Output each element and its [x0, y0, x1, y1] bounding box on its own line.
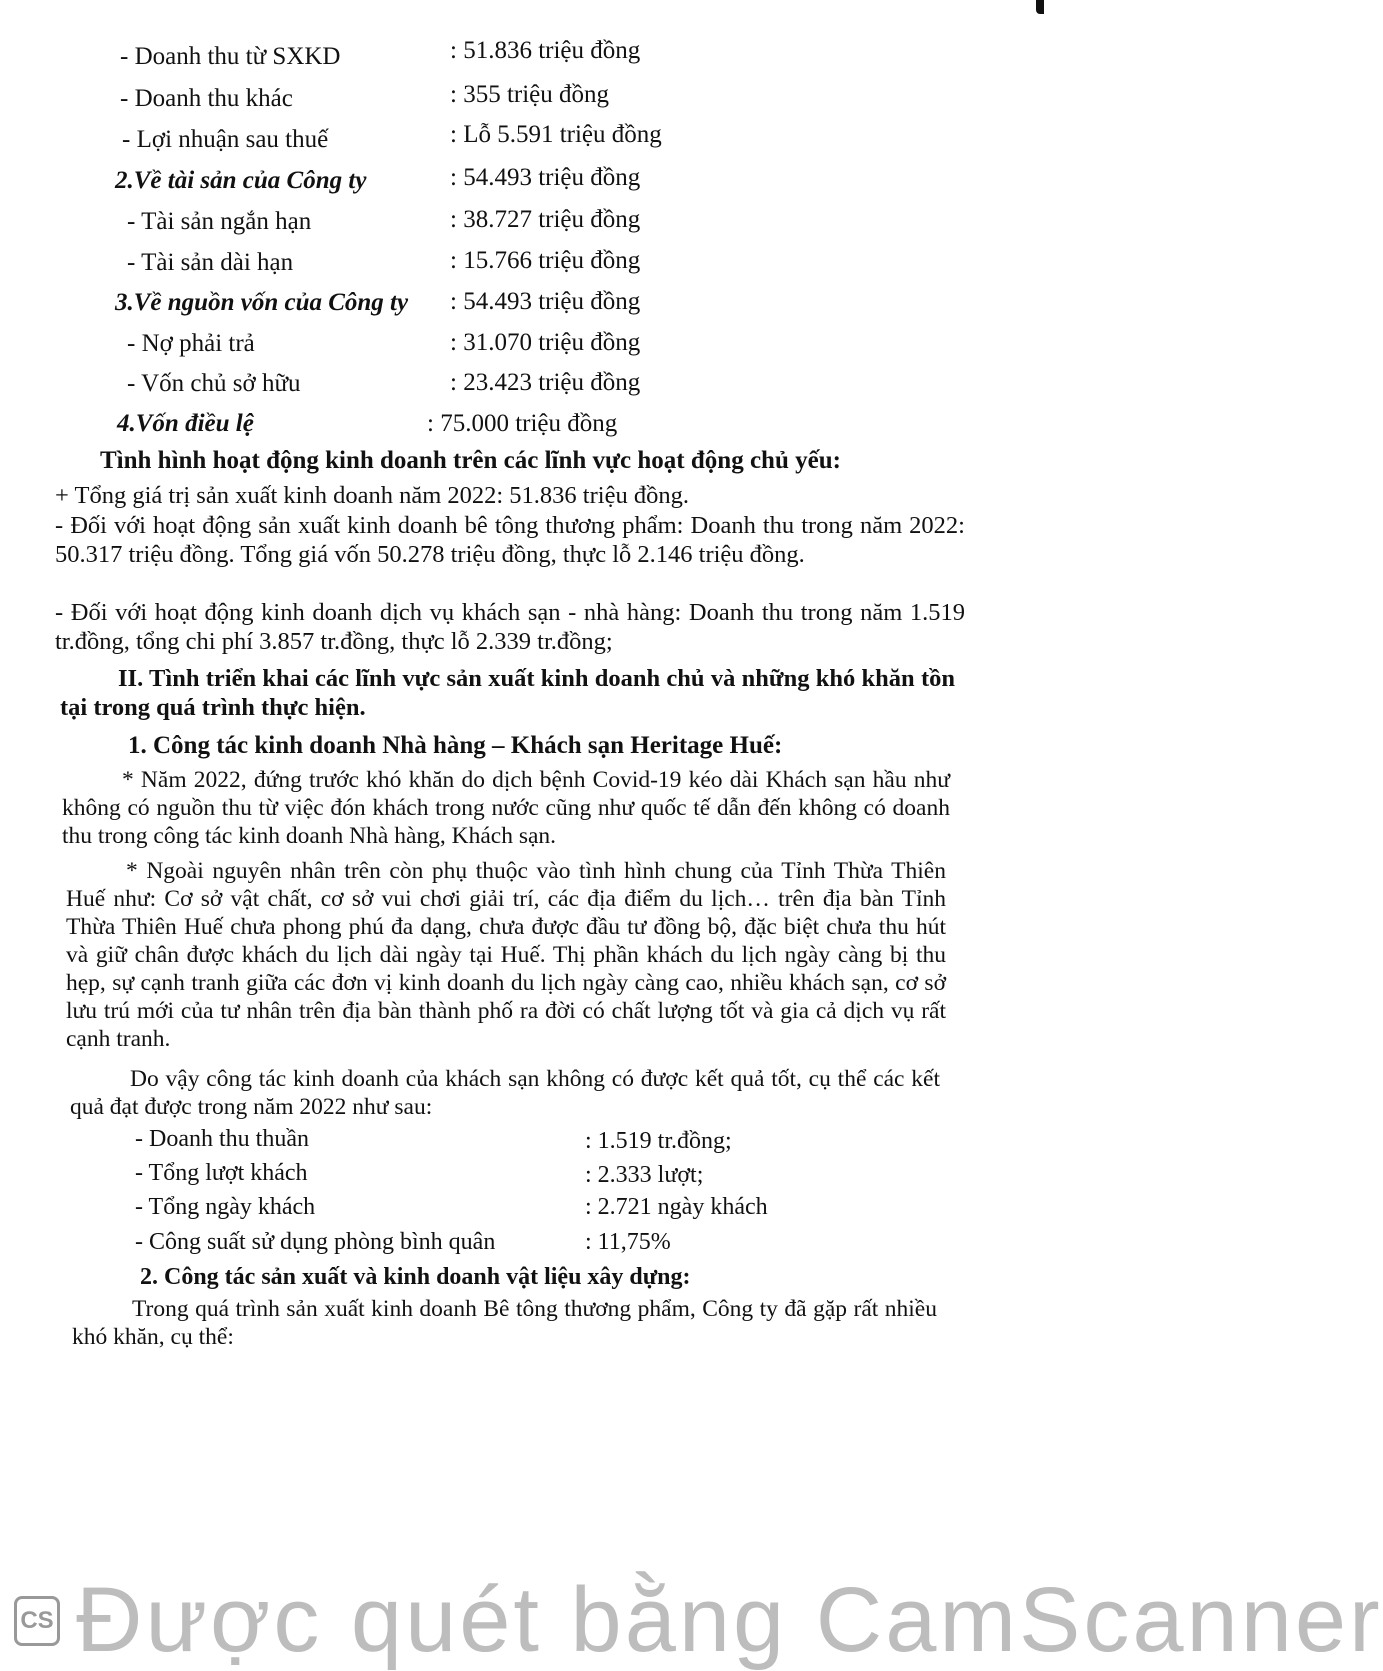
camscanner-logo-icon: CS [14, 1596, 60, 1646]
watermark-text: Được quét bằng CamScanner [76, 1569, 1383, 1671]
summary-label: - Doanh thu từ SXKD [120, 43, 341, 70]
result-value: : 2.721 ngày khách [585, 1194, 768, 1220]
summary-value: : 51.836 triệu đồng [450, 37, 641, 64]
summary-value: : 54.493 triệu đồng [450, 164, 641, 191]
summary-value: : 31.070 triệu đồng [450, 329, 641, 356]
summary-value: : 54.493 triệu đồng [450, 288, 641, 315]
summary-section-label: 4.Vốn điều lệ [117, 410, 254, 437]
materials-paragraph: Trong quá trình sản xuất kinh doanh Bê tông thương phẩm, Công ty đã gặp rất nhiều khó khăn, cụ thể: [72, 1296, 937, 1350]
scan-corner-mark [1036, 0, 1044, 14]
business-heading: Tình hình hoạt động kinh doanh trên các lĩnh vực hoạt động chủ yếu: [100, 447, 841, 474]
result-label: - Doanh thu thuần [135, 1126, 309, 1152]
result-value: : 1.519 tr.đồng; [585, 1128, 732, 1154]
summary-section-label: 3.Về nguồn vốn của Công ty [115, 289, 409, 316]
summary-label: - Vốn chủ sở hữu [127, 370, 301, 397]
summary-value: : 75.000 triệu đồng [427, 410, 618, 437]
section-2-heading: II. Tình triển khai các lĩnh vực sản xuất kinh doanh chủ và những khó khăn tồn tại trong quá trình thực hiện. [60, 665, 955, 721]
business-item: - Đối với hoạt động sản xuất kinh doanh bê tông thương phẩm: Doanh thu trong năm 2022: 50.317 triệu đồng. Tổng giá vốn 50.278 triệu đồng, thực lỗ 2.146 triệu đồng. [55, 512, 965, 568]
hotel-heading: 1. Công tác kinh doanh Nhà hàng – Khách sạn Heritage Huế: [128, 732, 783, 759]
summary-value: : 355 triệu đồng [450, 81, 610, 108]
summary-value: : 15.766 triệu đồng [450, 247, 641, 274]
summary-value: : 38.727 triệu đồng [450, 206, 641, 233]
hotel-paragraph: Do vậy công tác kinh doanh của khách sạn không có được kết quả tốt, cụ thể các kết quả đạt được trong năm 2022 như sau: [70, 1066, 940, 1120]
scanner-watermark [0, 1568, 1383, 1671]
summary-value: : 23.423 triệu đồng [450, 369, 641, 396]
summary-label: - Tài sản ngắn hạn [127, 208, 312, 235]
result-label: - Tổng lượt khách [135, 1160, 308, 1186]
business-item: + Tổng giá trị sản xuất kinh doanh năm 2022: 51.836 triệu đồng. [55, 482, 689, 509]
result-value: : 11,75% [585, 1229, 671, 1255]
business-item: - Đối với hoạt động kinh doanh dịch vụ khách sạn - nhà hàng: Doanh thu trong năm 1.519 tr.đồng, tổng chi phí 3.857 tr.đồng, thực lỗ 2.339 tr.đồng; [55, 599, 965, 655]
materials-heading: 2. Công tác sản xuất và kinh doanh vật liệu xây dựng: [140, 1264, 691, 1290]
hotel-paragraph: * Ngoài nguyên nhân trên còn phụ thuộc vào tình hình chung của Tỉnh Thừa Thiên Huế như: Cơ sở vật chất, cơ sở vui chơi giải trí, các địa điểm du lịch… trên địa bàn Tỉnh Thừa Thiên Huế chưa phong phú đa dạng, chưa được đầu tư đồng bộ, đặc biệt chưa thu hút và giữ chân được khách du lịch dài ngày tại Huế. Thị phần khách du lịch ngày càng bị thu hẹp, sự cạnh tranh giữa các đơn vị kinh doanh du lịch ngày càng cao, nhiều khách sạn, cơ sở lưu trú mới của tư nhân trên địa bàn thành phố ra đời có chất lượng tốt và gia cả dịch vụ rất cạnh tranh. [66, 858, 946, 1052]
result-label: - Công suất sử dụng phòng bình quân [135, 1229, 496, 1255]
result-value: : 2.333 lượt; [585, 1162, 704, 1188]
summary-label: - Nợ phải trả [127, 330, 255, 357]
result-label: - Tổng ngày khách [135, 1194, 316, 1220]
summary-label: - Tài sản dài hạn [127, 249, 294, 276]
summary-value: : Lỗ 5.591 triệu đồng [450, 121, 662, 148]
summary-label: - Lợi nhuận sau thuế [122, 126, 329, 153]
summary-label: - Doanh thu khác [120, 85, 293, 112]
hotel-paragraph: * Năm 2022, đứng trước khó khăn do dịch bệnh Covid-19 kéo dài Khách sạn hầu như không có nguồn thu từ việc đón khách trong nước cũng như quốc tế dẫn đến không có doanh thu trong công tác kinh doanh Nhà hàng, Khách sạn. [62, 767, 950, 849]
summary-section-label: 2.Về tài sản của Công ty [115, 167, 367, 194]
